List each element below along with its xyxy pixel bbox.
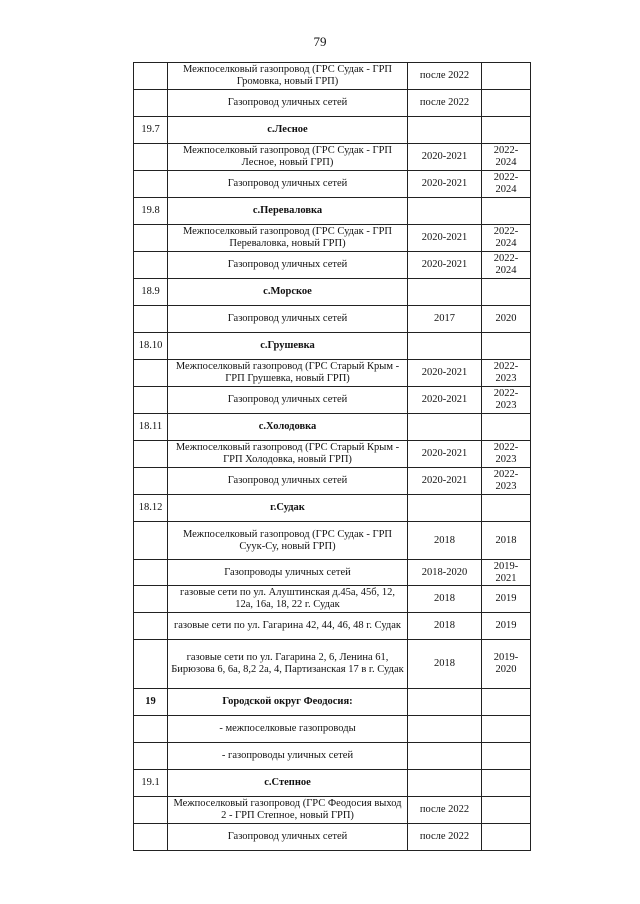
period-start: 2020-2021: [408, 144, 482, 171]
period-start: 2018: [408, 640, 482, 689]
object-name: Газопровод уличных сетей: [168, 824, 408, 851]
row-number: [134, 824, 168, 851]
object-name: Межпоселковый газопровод (ГРС Судак - ГРП Лесное, новый ГРП): [168, 144, 408, 171]
object-name: Межпоселковый газопровод (ГРС Судак - ГРП Суук-Су, новый ГРП): [168, 522, 408, 560]
object-name: Межпоселковый газопровод (ГРС Старый Крым - ГРП Холодовка, новый ГРП): [168, 441, 408, 468]
section-title: Городской округ Феодосия:: [168, 689, 408, 716]
table-row: [134, 716, 531, 743]
row-number: [134, 387, 168, 414]
object-name: Газопровод уличных сетей: [168, 387, 408, 414]
period-end: 2022-2024: [482, 225, 531, 252]
period-start: 2018: [408, 586, 482, 613]
period-start: 2020-2021: [408, 441, 482, 468]
period-start: [408, 716, 482, 743]
page-number: 79: [313, 34, 327, 49]
period-end: 2022-2024: [482, 171, 531, 198]
table-row: [134, 225, 531, 252]
object-name: Газопроводы уличных сетей: [168, 560, 408, 586]
period-end: 2019-2021: [482, 560, 531, 586]
object-name: Межпоселковый газопровод (ГРС Судак - ГРП Переваловка, новый ГРП): [168, 225, 408, 252]
period-end: 2022-2023: [482, 468, 531, 495]
row-number: [134, 90, 168, 117]
period-start: 2018: [408, 522, 482, 560]
object-name: Газопровод уличных сетей: [168, 171, 408, 198]
object-name: Газопровод уличных сетей: [168, 90, 408, 117]
row-number: [134, 360, 168, 387]
period-end: [482, 495, 531, 522]
period-start: [408, 198, 482, 225]
table-row: [134, 560, 531, 586]
period-start: [408, 279, 482, 306]
section-title: с.Холодовка: [168, 414, 408, 441]
object-name: газовые сети по ул. Гагарина 42, 44, 46, 48 г. Судак: [168, 613, 408, 640]
row-number: [134, 640, 168, 689]
row-number: 18.12: [134, 495, 168, 522]
object-name: - газопроводы уличных сетей: [168, 743, 408, 770]
period-start: [408, 333, 482, 360]
row-number: [134, 63, 168, 90]
row-number: 18.10: [134, 333, 168, 360]
row-number: [134, 144, 168, 171]
row-number: [134, 225, 168, 252]
row-number: [134, 560, 168, 586]
period-start: 2020-2021: [408, 468, 482, 495]
period-end: 2019: [482, 586, 531, 613]
period-end: [482, 90, 531, 117]
object-name: газовые сети по ул. Алуштинская д.45а, 45б, 12, 12а, 16а, 18, 22 г. Судак: [168, 586, 408, 613]
period-end: 2019: [482, 613, 531, 640]
period-end: [482, 689, 531, 716]
period-end: 2022-2023: [482, 387, 531, 414]
period-end: 2018: [482, 522, 531, 560]
period-end: [482, 770, 531, 797]
table-row: [134, 640, 531, 689]
object-name: газовые сети по ул. Гагарина 2, 6, Ленина 61, Бирюзова 6, 6а, 8,2 2а, 4, Партизанская 17 в г. Судак: [168, 640, 408, 689]
period-start: после 2022: [408, 797, 482, 824]
table-row: [134, 387, 531, 414]
table-row: [134, 586, 531, 613]
period-start: 2018-2020: [408, 560, 482, 586]
table-row: [134, 441, 531, 468]
period-start: после 2022: [408, 824, 482, 851]
section-row: [134, 414, 531, 441]
period-start: 2020-2021: [408, 360, 482, 387]
table-row: [134, 90, 531, 117]
object-name: - межпоселковые газопроводы: [168, 716, 408, 743]
section-row: [134, 770, 531, 797]
period-end: 2022-2023: [482, 441, 531, 468]
row-number: [134, 743, 168, 770]
period-end: 2022-2024: [482, 252, 531, 279]
section-title: с.Грушевка: [168, 333, 408, 360]
row-number: 19: [134, 689, 168, 716]
period-end: [482, 117, 531, 144]
section-title: г.Судак: [168, 495, 408, 522]
row-number: [134, 797, 168, 824]
table-row: [134, 63, 531, 90]
period-start: 2020-2021: [408, 171, 482, 198]
row-number: 19.7: [134, 117, 168, 144]
object-name: Межпоселковый газопровод (ГРС Феодосия выход 2 - ГРП Степное, новый ГРП): [168, 797, 408, 824]
row-number: [134, 306, 168, 333]
table-row: [134, 252, 531, 279]
row-number: [134, 586, 168, 613]
section-title: с.Лесное: [168, 117, 408, 144]
table-row: [134, 144, 531, 171]
row-number: [134, 468, 168, 495]
section-row: [134, 333, 531, 360]
period-end: [482, 333, 531, 360]
period-end: 2022-2023: [482, 360, 531, 387]
period-start: после 2022: [408, 63, 482, 90]
row-number: [134, 171, 168, 198]
section-title: с.Морское: [168, 279, 408, 306]
section-row: [134, 198, 531, 225]
table-row: [134, 824, 531, 851]
row-number: 18.9: [134, 279, 168, 306]
row-number: 18.11: [134, 414, 168, 441]
row-number: [134, 522, 168, 560]
row-number: [134, 441, 168, 468]
object-name: Межпоселковый газопровод (ГРС Судак - ГРП Громовка, новый ГРП): [168, 63, 408, 90]
row-number: 19.1: [134, 770, 168, 797]
period-start: [408, 689, 482, 716]
object-name: Межпоселковый газопровод (ГРС Старый Крым - ГРП Грушевка, новый ГРП): [168, 360, 408, 387]
period-start: 2018: [408, 613, 482, 640]
period-end: [482, 716, 531, 743]
period-end: [482, 279, 531, 306]
table-row: [134, 468, 531, 495]
table-row: [134, 306, 531, 333]
period-start: 2020-2021: [408, 252, 482, 279]
table-row: [134, 171, 531, 198]
period-end: [482, 743, 531, 770]
table-row: [134, 613, 531, 640]
row-number: 19.8: [134, 198, 168, 225]
period-start: 2017: [408, 306, 482, 333]
object-name: Газопровод уличных сетей: [168, 252, 408, 279]
section-title: с.Переваловка: [168, 198, 408, 225]
table-row: [134, 743, 531, 770]
period-start: 2020-2021: [408, 225, 482, 252]
object-name: Газопровод уличных сетей: [168, 306, 408, 333]
gas-pipeline-table: [133, 62, 531, 851]
section-row: [134, 689, 531, 716]
row-number: [134, 252, 168, 279]
period-end: 2022-2024: [482, 144, 531, 171]
row-number: [134, 716, 168, 743]
period-start: [408, 770, 482, 797]
period-end: [482, 797, 531, 824]
period-start: [408, 414, 482, 441]
period-end: [482, 414, 531, 441]
period-start: после 2022: [408, 90, 482, 117]
period-end: 2020: [482, 306, 531, 333]
object-name: Газопровод уличных сетей: [168, 468, 408, 495]
period-end: 2019-2020: [482, 640, 531, 689]
period-end: [482, 198, 531, 225]
period-start: [408, 743, 482, 770]
section-row: [134, 117, 531, 144]
section-row: [134, 279, 531, 306]
row-number: [134, 613, 168, 640]
table-row: [134, 522, 531, 560]
table-row: [134, 360, 531, 387]
period-start: [408, 117, 482, 144]
period-end: [482, 824, 531, 851]
period-start: [408, 495, 482, 522]
period-end: [482, 63, 531, 90]
section-row: [134, 495, 531, 522]
table-row: [134, 797, 531, 824]
period-start: 2020-2021: [408, 387, 482, 414]
section-title: с.Степное: [168, 770, 408, 797]
